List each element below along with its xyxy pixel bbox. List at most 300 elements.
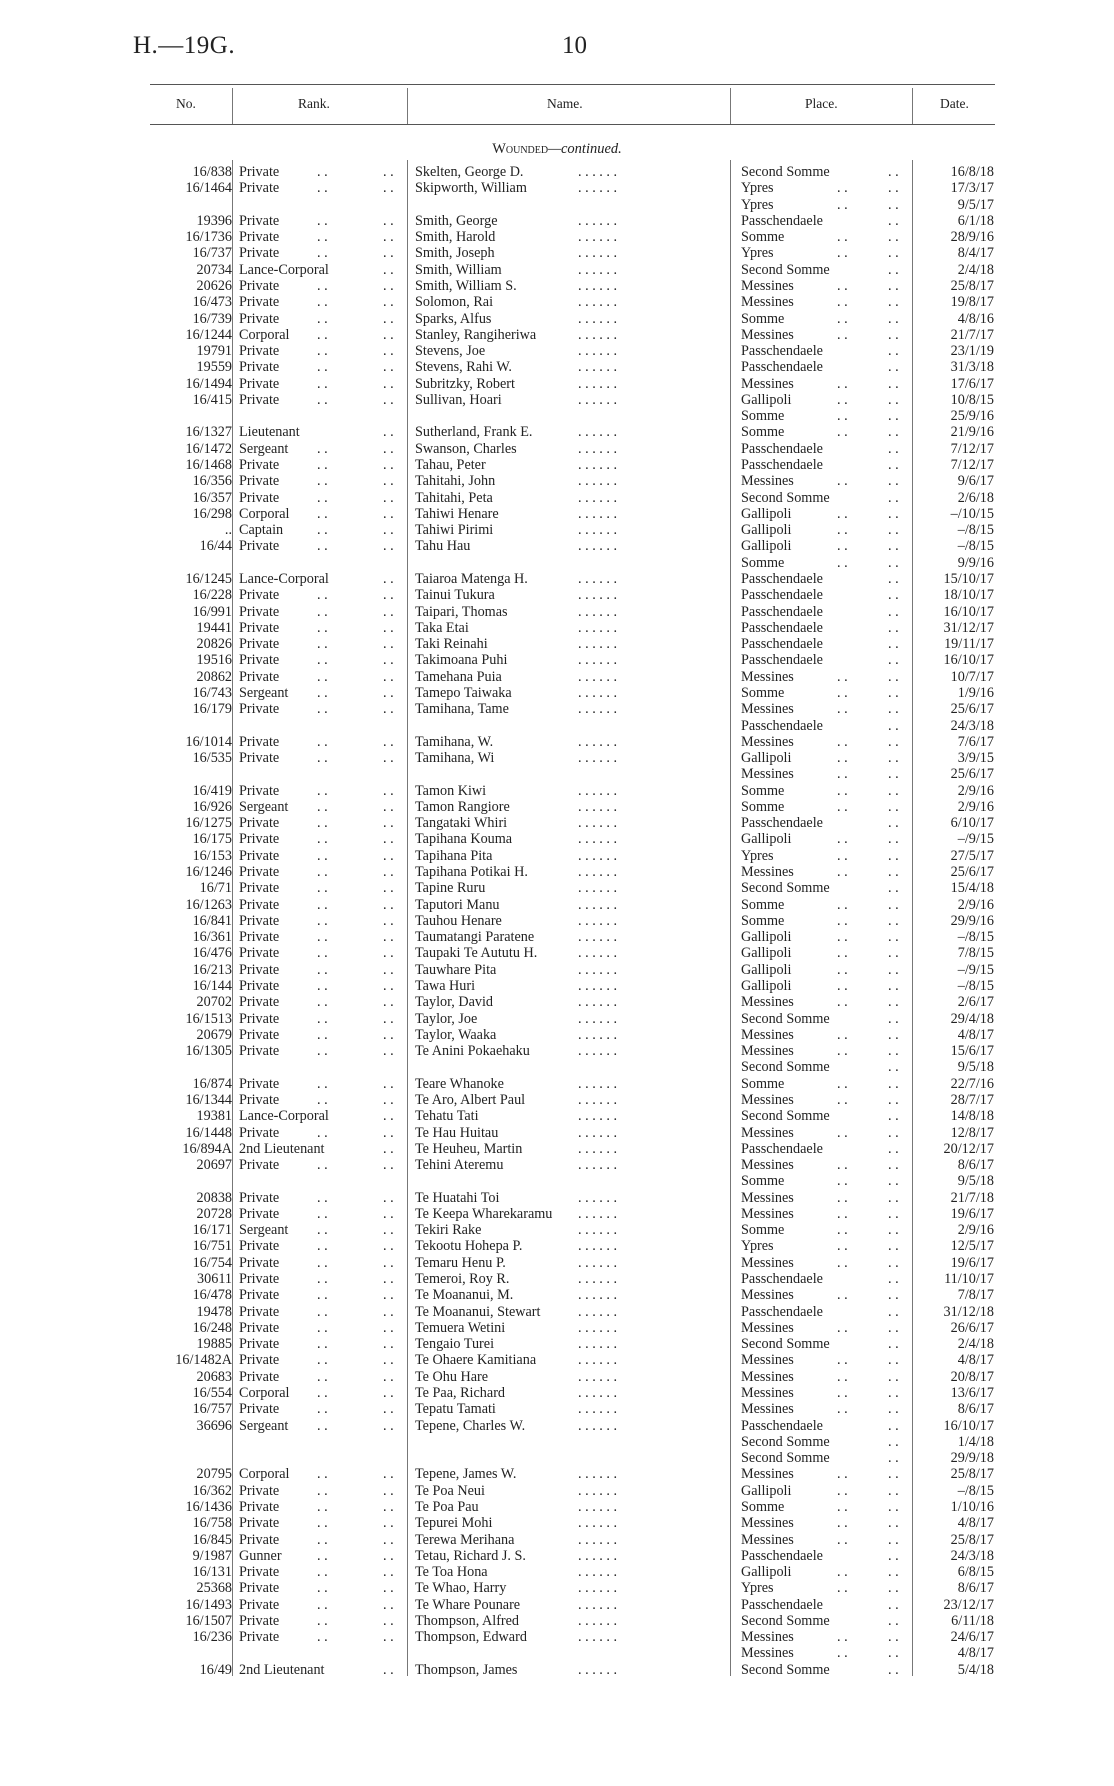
leader-dots: . . . . . . <box>578 798 618 815</box>
leader-dots: . . <box>383 1303 394 1320</box>
cell-place: Gallipoli <box>741 505 792 522</box>
leader-dots: . . <box>383 212 394 229</box>
cell-place: Messines <box>741 1091 794 1108</box>
cell-place: Messines <box>741 766 794 783</box>
leader-dots: . . <box>317 587 328 604</box>
leader-dots: . . . . . . <box>578 1140 618 1157</box>
cell-number: 16/1344 <box>185 1091 232 1108</box>
leader-dots: . . <box>383 1515 394 1532</box>
cell-date: 19/11/17 <box>944 636 994 653</box>
table-row <box>0 555 1114 571</box>
leader-dots: . . <box>383 326 394 343</box>
cell-rank: Captain <box>239 522 284 539</box>
leader-dots: . . <box>888 440 899 457</box>
leader-dots: . . . . . . <box>578 1352 618 1369</box>
leader-dots: . . . . . . <box>578 391 618 408</box>
leader-dots: . . <box>888 538 899 555</box>
cell-date: 26/6/17 <box>950 1319 994 1336</box>
leader-dots: . . <box>383 831 394 848</box>
cell-number: 16/743 <box>192 684 232 701</box>
leader-dots: . . <box>888 1091 899 1108</box>
cell-place: Messines <box>741 668 794 685</box>
leader-dots: . . <box>383 1091 394 1108</box>
table-row <box>0 473 1114 489</box>
leader-dots: . . . . . . <box>578 1287 618 1304</box>
leader-dots: . . . . . . <box>578 359 618 376</box>
leader-dots: . . . . . . <box>578 294 618 311</box>
leader-dots: . . <box>383 505 394 522</box>
leader-dots: . . <box>888 1124 899 1141</box>
leader-dots: . . <box>383 750 394 767</box>
cell-place: Second Somme <box>741 1336 830 1353</box>
leader-dots: . . <box>383 1564 394 1581</box>
cell-name: Taki Reinahi <box>415 636 488 653</box>
cell-date: 17/6/17 <box>950 375 994 392</box>
leader-dots: . . <box>383 1205 394 1222</box>
header-rule-bottom <box>150 124 995 125</box>
cell-name: Tepatu Tamati <box>415 1401 496 1418</box>
cell-date: 31/12/17 <box>943 619 994 636</box>
leader-dots: . . <box>888 1075 899 1092</box>
leader-dots: . . <box>837 896 848 913</box>
cell-date: 5/4/18 <box>957 1661 994 1678</box>
cell-rank: Private <box>239 294 280 311</box>
leader-dots: . . . . . . <box>578 1661 618 1678</box>
table-row <box>0 685 1114 701</box>
cell-rank: Private <box>239 1352 280 1369</box>
cell-name: Tahitahi, John <box>415 473 496 490</box>
cell-name: Te Aro, Albert Paul <box>415 1091 526 1108</box>
cell-date: 9/9/16 <box>957 554 994 571</box>
leader-dots: . . <box>888 261 899 278</box>
leader-dots: . . <box>888 1482 899 1499</box>
table-row <box>0 294 1114 310</box>
leader-dots: . . . . . . <box>578 1531 618 1548</box>
leader-dots: . . <box>317 1287 328 1304</box>
leader-dots: . . . . . . <box>578 1612 618 1629</box>
leader-dots: . . <box>383 1319 394 1336</box>
leader-dots: . . <box>888 424 899 441</box>
leader-dots: . . . . . . <box>578 880 618 897</box>
leader-dots: . . <box>317 961 328 978</box>
cell-number: 16/71 <box>199 880 232 897</box>
cell-rank: Private <box>239 1336 280 1353</box>
leader-dots: . . <box>383 847 394 864</box>
leader-dots: . . <box>888 1352 899 1369</box>
cell-rank: Private <box>239 1319 280 1336</box>
cell-date: 12/8/17 <box>950 1124 994 1141</box>
leader-dots: . . . . . . <box>578 1189 618 1206</box>
leader-dots: . . . . . . <box>578 733 618 750</box>
cell-rank: Private <box>239 359 280 376</box>
cell-place: Gallipoli <box>741 929 792 946</box>
leader-dots: . . <box>317 440 328 457</box>
cell-number: 20728 <box>196 1205 232 1222</box>
cell-number: 16/758 <box>192 1515 232 1532</box>
leader-dots: . . <box>317 212 328 229</box>
cell-number: 16/874 <box>192 1075 232 1092</box>
cell-date: 24/6/17 <box>950 1629 994 1646</box>
cell-number: 16/838 <box>192 164 232 180</box>
table-row <box>0 213 1114 229</box>
leader-dots: . . <box>383 424 394 441</box>
leader-dots: . . <box>317 1368 328 1385</box>
cell-date: 2/9/16 <box>957 798 994 815</box>
leader-dots: . . <box>383 619 394 636</box>
leader-dots: . . <box>317 896 328 913</box>
cell-place: Second Somme <box>741 1059 830 1076</box>
column-divider-place <box>912 88 913 124</box>
leader-dots: . . <box>888 603 899 620</box>
table-row <box>0 1190 1114 1206</box>
leader-dots: . . <box>383 733 394 750</box>
cell-rank: Private <box>239 1254 280 1271</box>
cell-place: Ypres <box>741 196 774 213</box>
cell-date: 7/8/17 <box>957 1287 994 1304</box>
cell-place: Passchendaele <box>741 359 823 376</box>
cell-date: 16/10/17 <box>943 1417 994 1434</box>
leader-dots: . . . . . . <box>578 1108 618 1125</box>
cell-place: Second Somme <box>741 489 830 506</box>
cell-number: 30611 <box>197 1271 232 1288</box>
leader-dots: . . <box>317 701 328 718</box>
table-row <box>0 1304 1114 1320</box>
leader-dots: . . . . . . <box>578 1417 618 1434</box>
leader-dots: . . <box>317 375 328 392</box>
leader-dots: . . <box>317 619 328 636</box>
cell-rank: Private <box>239 1271 280 1288</box>
leader-dots: . . <box>888 880 899 897</box>
cell-name: Te Ohu Hare <box>415 1368 489 1385</box>
leader-dots: . . <box>837 1645 848 1662</box>
cell-number: 20702 <box>196 994 232 1011</box>
table-row <box>0 766 1114 782</box>
leader-dots: . . <box>888 310 899 327</box>
leader-dots: . . <box>837 701 848 718</box>
cell-name: Tekiri Rake <box>415 1222 482 1239</box>
leader-dots: . . <box>837 326 848 343</box>
cell-name: Temuera Wetini <box>415 1319 506 1336</box>
leader-dots: . . <box>837 505 848 522</box>
table-row <box>0 1043 1114 1059</box>
cell-rank: Private <box>239 782 280 799</box>
cell-number: 20679 <box>196 1026 232 1043</box>
table-row <box>0 197 1114 213</box>
leader-dots: . . . . . . <box>578 750 618 767</box>
cell-number: 16/131 <box>192 1564 232 1581</box>
leader-dots: . . <box>317 1498 328 1515</box>
cell-place: Passchendaele <box>741 717 823 734</box>
cell-rank: Lieutenant <box>239 424 300 441</box>
leader-dots: . . <box>837 1531 848 1548</box>
cell-number: 16/49 <box>199 1661 232 1678</box>
cell-date: 2/4/18 <box>957 261 994 278</box>
cell-date: 29/9/16 <box>950 912 994 929</box>
cell-rank: Private <box>239 1287 280 1304</box>
leader-dots: . . . . . . <box>578 587 618 604</box>
cell-number: 20862 <box>196 668 232 685</box>
cell-place: Passchendaele <box>741 1271 823 1288</box>
leader-dots: . . <box>888 717 899 734</box>
leader-dots: . . <box>837 196 848 213</box>
cell-name: Taylor, David <box>415 994 494 1011</box>
cell-rank: Private <box>239 457 280 474</box>
cell-name: Te Paa, Richard <box>415 1385 506 1401</box>
leader-dots: . . . . . . <box>578 847 618 864</box>
leader-dots: . . <box>837 961 848 978</box>
leader-dots: . . <box>383 1531 394 1548</box>
cell-rank: Private <box>239 1157 280 1174</box>
cell-name: Skipworth, William <box>415 180 527 197</box>
leader-dots: . . <box>383 1612 394 1629</box>
table-row <box>0 1222 1114 1238</box>
cell-date: 1/10/16 <box>950 1498 994 1515</box>
cell-place: Passchendaele <box>741 1140 823 1157</box>
leader-dots: . . . . . . <box>578 1385 618 1401</box>
leader-dots: . . <box>383 375 394 392</box>
cell-name: Tauwhare Pita <box>415 961 497 978</box>
leader-dots: . . <box>317 457 328 474</box>
cell-date: 28/9/16 <box>950 229 994 246</box>
table-row <box>0 1401 1114 1417</box>
leader-dots: . . <box>837 978 848 994</box>
cell-date: 6/1/18 <box>957 212 994 229</box>
leader-dots: . . <box>888 1661 899 1678</box>
table-row <box>0 897 1114 913</box>
leader-dots: . . <box>317 978 328 994</box>
leader-dots: . . <box>317 1205 328 1222</box>
leader-dots: . . <box>888 196 899 213</box>
cell-number: 19381 <box>196 1108 232 1125</box>
cell-place: Passchendaele <box>741 440 823 457</box>
leader-dots: . . <box>888 961 899 978</box>
leader-dots: . . <box>383 1629 394 1646</box>
leader-dots: . . . . . . <box>578 571 618 587</box>
leader-dots: . . <box>837 180 848 197</box>
cell-place: Messines <box>741 1368 794 1385</box>
cell-date: –/10/15 <box>950 505 994 522</box>
leader-dots: . . <box>888 1108 899 1125</box>
cell-place: Gallipoli <box>741 538 792 555</box>
cell-rank: Private <box>239 375 280 392</box>
leader-dots: . . <box>317 1547 328 1564</box>
cell-name: Tamihana, W. <box>415 733 494 750</box>
cell-name: Tamon Rangiore <box>415 798 510 815</box>
cell-name: Te Ohaere Kamitiana <box>415 1352 537 1369</box>
leader-dots: . . <box>317 1401 328 1418</box>
leader-dots: . . <box>837 1564 848 1581</box>
table-row <box>0 669 1114 685</box>
leader-dots: . . <box>383 229 394 246</box>
leader-dots: . . <box>383 1140 394 1157</box>
leader-dots: . . <box>317 1564 328 1581</box>
cell-place: Messines <box>741 864 794 881</box>
cell-rank: Private <box>239 961 280 978</box>
leader-dots: . . <box>888 1254 899 1271</box>
cell-number: 16/1468 <box>185 457 232 474</box>
leader-dots: . . <box>837 538 848 555</box>
leader-dots: . . <box>837 1498 848 1515</box>
cell-number: 16/1436 <box>185 1498 232 1515</box>
leader-dots: . . <box>837 1482 848 1499</box>
cell-number: 16/248 <box>192 1319 232 1336</box>
cell-rank: Corporal <box>239 1466 290 1483</box>
cell-date: 12/5/17 <box>950 1238 994 1255</box>
cell-rank: Private <box>239 391 280 408</box>
cell-date: 16/10/17 <box>943 603 994 620</box>
cell-rank: Private <box>239 1612 280 1629</box>
cell-place: Messines <box>741 294 794 311</box>
cell-date: 2/9/16 <box>957 782 994 799</box>
leader-dots: . . . . . . <box>578 1254 618 1271</box>
table-row <box>0 701 1114 717</box>
cell-name: Tahu Hau <box>415 538 471 555</box>
leader-dots: . . <box>888 375 899 392</box>
cell-date: 21/9/16 <box>950 424 994 441</box>
cell-rank: Lance-Corporal <box>239 261 329 278</box>
cell-number: 19791 <box>196 343 232 360</box>
cell-number: 16/841 <box>192 912 232 929</box>
cell-date: 4/8/17 <box>957 1352 994 1369</box>
table-row <box>0 1613 1114 1629</box>
leader-dots: . . <box>383 457 394 474</box>
leader-dots: . . <box>383 1124 394 1141</box>
leader-dots: . . . . . . <box>578 636 618 653</box>
cell-date: 3/9/15 <box>957 750 994 767</box>
table-row <box>0 424 1114 440</box>
cell-date: –/8/15 <box>957 522 994 539</box>
cell-date: 22/7/16 <box>950 1075 994 1092</box>
cell-place: Messines <box>741 1352 794 1369</box>
leader-dots: . . <box>888 1433 899 1450</box>
leader-dots: . . <box>888 1612 899 1629</box>
leader-dots: . . <box>383 1368 394 1385</box>
cell-name: Tapihana Potikai H. <box>415 864 528 881</box>
table-row <box>0 311 1114 327</box>
cell-date: 9/6/17 <box>957 473 994 490</box>
leader-dots: . . <box>837 847 848 864</box>
table-row <box>0 229 1114 245</box>
cell-rank: Lance-Corporal <box>239 571 329 587</box>
cell-place: Gallipoli <box>741 961 792 978</box>
leader-dots: . . <box>317 603 328 620</box>
cell-rank: Private <box>239 945 280 962</box>
leader-dots: . . <box>888 505 899 522</box>
leader-dots: . . <box>888 1580 899 1597</box>
leader-dots: . . <box>837 229 848 246</box>
cell-name: Te Whare Pounare <box>415 1596 521 1613</box>
leader-dots: . . <box>837 912 848 929</box>
cell-place: Messines <box>741 375 794 392</box>
leader-dots: . . . . . . <box>578 652 618 669</box>
leader-dots: . . <box>888 1059 899 1076</box>
table-row <box>0 636 1114 652</box>
leader-dots: . . <box>383 489 394 506</box>
leader-dots: . . . . . . <box>578 229 618 246</box>
leader-dots: . . <box>317 1271 328 1288</box>
document-reference: H.—19G. <box>133 32 236 59</box>
cell-date: 24/3/18 <box>950 717 994 734</box>
cell-number: 16/554 <box>192 1385 232 1401</box>
leader-dots: . . <box>383 261 394 278</box>
cell-number: 19885 <box>196 1336 232 1353</box>
leader-dots: . . <box>837 1580 848 1597</box>
leader-dots: . . . . . . <box>578 1547 618 1564</box>
table-row <box>0 1450 1114 1466</box>
cell-date: 20/8/17 <box>950 1368 994 1385</box>
leader-dots: . . <box>837 1319 848 1336</box>
leader-dots: . . <box>317 229 328 246</box>
cell-name: Tangataki Whiri <box>415 815 508 832</box>
leader-dots: . . <box>383 1108 394 1125</box>
table-row <box>0 408 1114 424</box>
cell-name: Taylor, Joe <box>415 1010 478 1027</box>
cell-place: Passchendaele <box>741 815 823 832</box>
cell-name: Tepurei Mohi <box>415 1515 493 1532</box>
cell-place: Passchendaele <box>741 343 823 360</box>
leader-dots: . . <box>383 440 394 457</box>
cell-number: 16/228 <box>192 587 232 604</box>
cell-place: Somme <box>741 896 785 913</box>
table-row <box>0 1287 1114 1303</box>
cell-date: 21/7/17 <box>950 326 994 343</box>
leader-dots: . . . . . . <box>578 1026 618 1043</box>
table-row <box>0 506 1114 522</box>
cell-number: 16/473 <box>192 294 232 311</box>
leader-dots: . . <box>888 180 899 197</box>
cell-rank: Private <box>239 978 280 994</box>
cell-name: Taiaroa Matenga H. <box>415 571 528 587</box>
cell-name: Te Huatahi Toi <box>415 1189 500 1206</box>
leader-dots: . . . . . . <box>578 1303 618 1320</box>
table-row <box>0 962 1114 978</box>
column-header-place: Place. <box>805 96 838 111</box>
leader-dots: . . <box>888 1515 899 1532</box>
leader-dots: . . <box>888 831 899 848</box>
leader-dots: . . <box>383 473 394 490</box>
leader-dots: . . . . . . <box>578 310 618 327</box>
cell-date: 25/6/17 <box>950 701 994 718</box>
cell-rank: Private <box>239 587 280 604</box>
leader-dots: . . <box>383 668 394 685</box>
leader-dots: . . <box>888 619 899 636</box>
cell-rank: Private <box>239 929 280 946</box>
leader-dots: . . <box>383 1254 394 1271</box>
leader-dots: . . <box>383 180 394 197</box>
cell-place: Messines <box>741 1401 794 1418</box>
leader-dots: . . <box>383 636 394 653</box>
leader-dots: . . <box>317 847 328 864</box>
leader-dots: . . <box>383 1661 394 1678</box>
cell-date: –/8/15 <box>957 978 994 994</box>
cell-place: Passchendaele <box>741 619 823 636</box>
cell-date: –/9/15 <box>957 961 994 978</box>
cell-number: 16/757 <box>192 1401 232 1418</box>
leader-dots: . . <box>317 1417 328 1434</box>
cell-name: Tamihana, Tame <box>415 701 509 718</box>
leader-dots: . . <box>888 1271 899 1288</box>
leader-dots: . . <box>317 1466 328 1483</box>
leader-dots: . . <box>837 684 848 701</box>
cell-name: Te Toa Hona <box>415 1564 488 1581</box>
table-row <box>0 1336 1114 1352</box>
leader-dots: . . <box>317 831 328 848</box>
cell-number: 20838 <box>196 1189 232 1206</box>
cell-number: 20626 <box>196 277 232 294</box>
cell-number: 16/144 <box>192 978 232 994</box>
leader-dots: . . . . . . <box>578 1091 618 1108</box>
cell-place: Messines <box>741 733 794 750</box>
